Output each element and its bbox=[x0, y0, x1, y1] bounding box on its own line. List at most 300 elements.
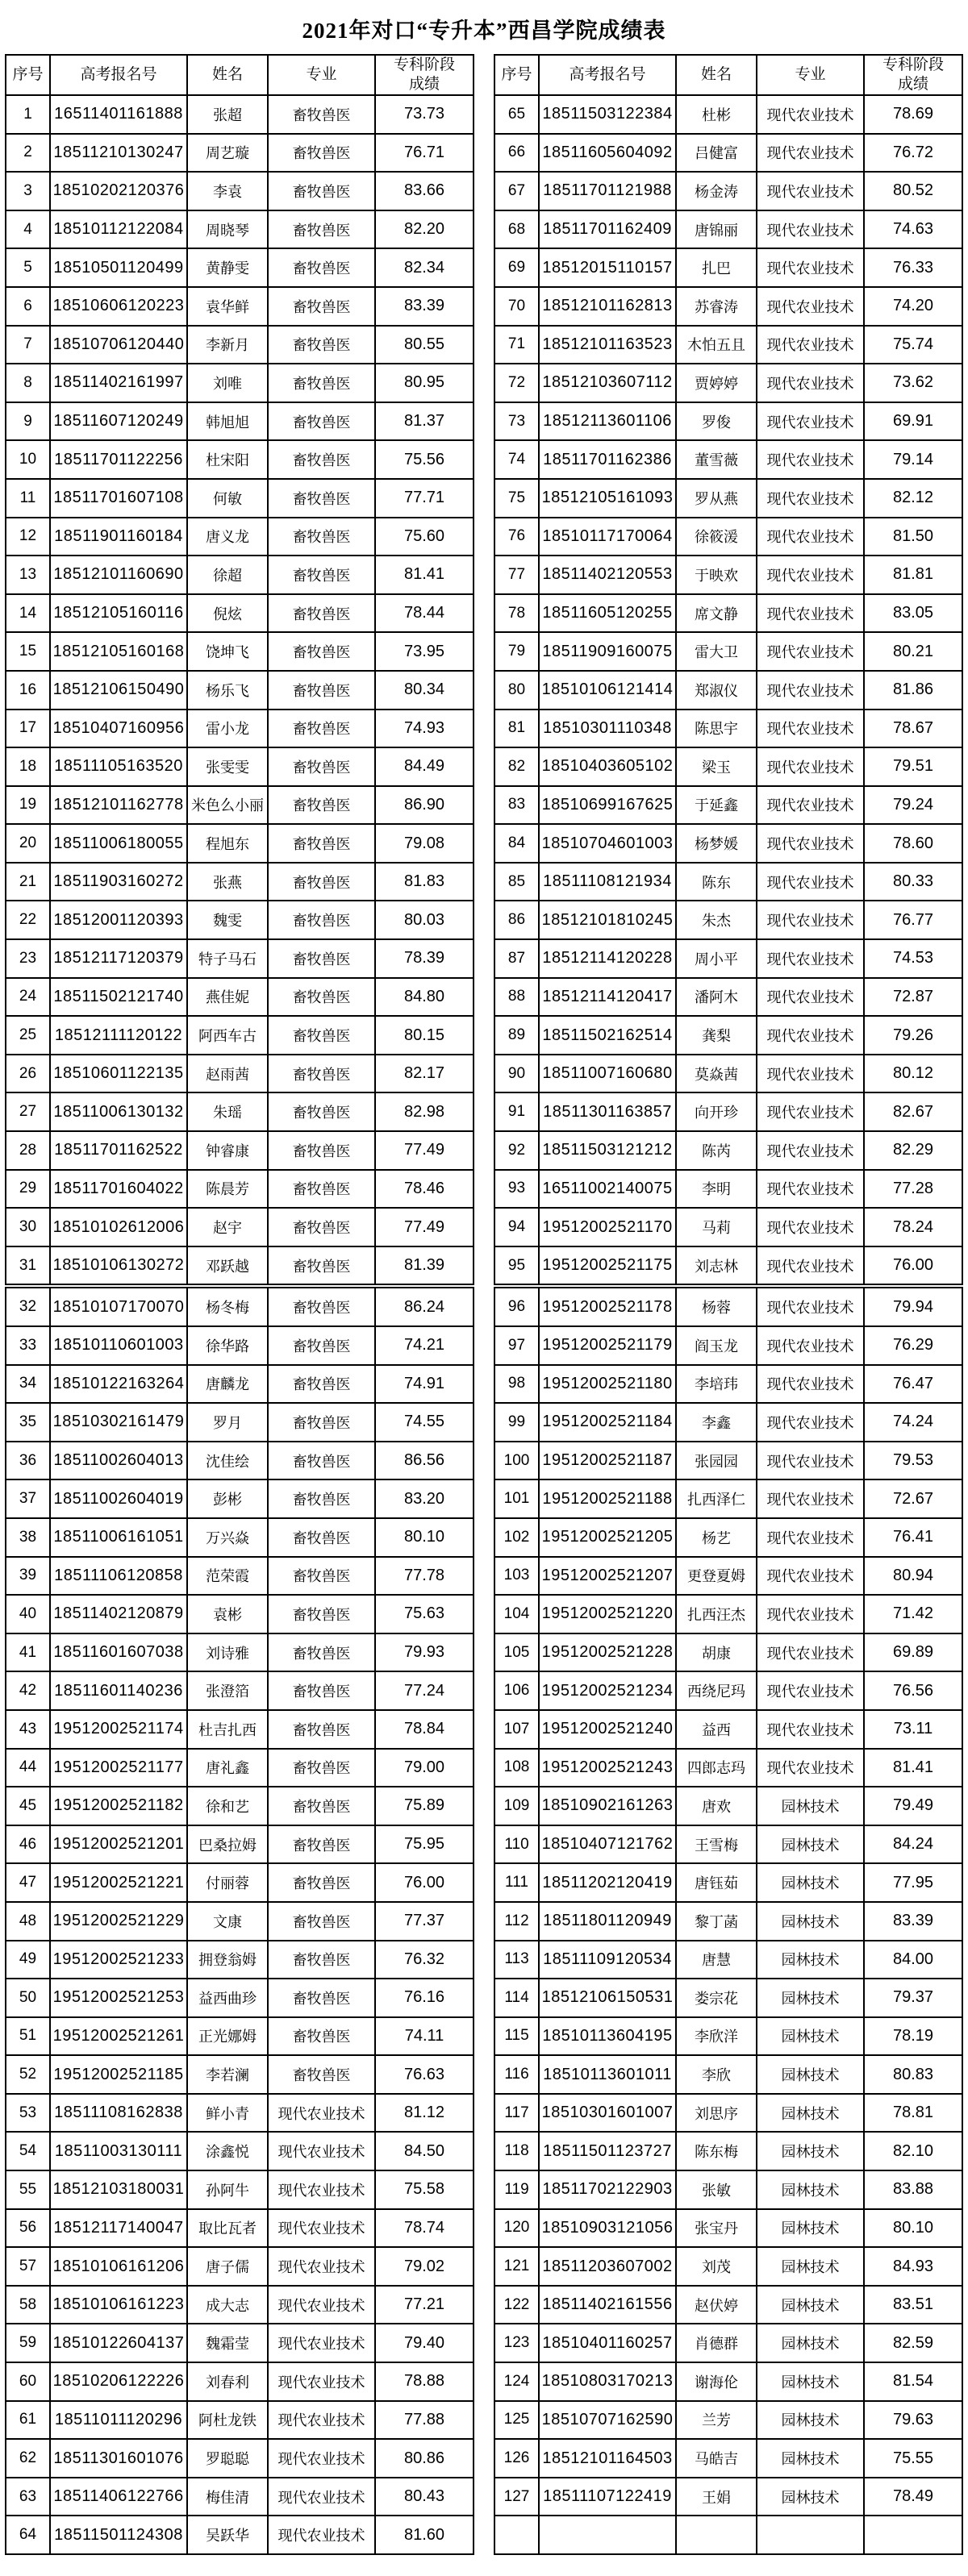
cell-major: 园林技术 bbox=[757, 2017, 864, 2056]
cell-reg-no: 18510302161479 bbox=[50, 1403, 187, 1442]
cell-seq: 85 bbox=[494, 863, 539, 901]
cell-reg-no: 18510107170070 bbox=[50, 1286, 187, 1326]
table-row bbox=[494, 1442, 962, 1480]
cell-seq: 39 bbox=[6, 1557, 50, 1596]
cell-seq: 45 bbox=[6, 1787, 50, 1825]
cell-reg-no: 19512002521221 bbox=[50, 1863, 187, 1902]
cell-major: 现代农业技术 bbox=[757, 824, 864, 863]
cell-reg-no: 18512105160168 bbox=[50, 632, 187, 671]
table-row bbox=[494, 747, 962, 786]
cell-major: 园林技术 bbox=[757, 1902, 864, 1941]
cell-reg-no: 18511501124308 bbox=[50, 2516, 187, 2554]
table-row bbox=[494, 1016, 962, 1055]
cell-major: 畜牧兽医 bbox=[268, 479, 375, 518]
table-row bbox=[494, 939, 962, 978]
cell-seq: 30 bbox=[6, 1208, 50, 1246]
cell-score: 74.53 bbox=[864, 939, 962, 978]
table-row bbox=[6, 1825, 474, 1864]
table-row bbox=[494, 1286, 962, 1326]
table-row bbox=[494, 1595, 962, 1633]
cell-score: 76.00 bbox=[375, 1863, 474, 1902]
cell-major: 现代农业技术 bbox=[757, 1595, 864, 1633]
cell-name: 袁彬 bbox=[187, 1595, 268, 1633]
cell-seq: 14 bbox=[6, 594, 50, 633]
cell-seq: 12 bbox=[6, 518, 50, 556]
cell-score: 78.60 bbox=[864, 824, 962, 863]
cell-seq: 58 bbox=[6, 2286, 50, 2324]
cell-name: 张澄箔 bbox=[187, 1671, 268, 1710]
cell-seq: 31 bbox=[6, 1246, 50, 1287]
cell-name: 陈思宇 bbox=[676, 710, 757, 748]
cell-name: 潘阿木 bbox=[676, 978, 757, 1017]
cell-name: 胡康 bbox=[676, 1633, 757, 1672]
table-row bbox=[494, 1671, 962, 1710]
cell-seq: 104 bbox=[494, 1595, 539, 1633]
cell-seq: 33 bbox=[6, 1326, 50, 1365]
cell-name: 魏雯 bbox=[187, 901, 268, 939]
cell-name: 于映欢 bbox=[676, 556, 757, 594]
cell-name: 娄宗花 bbox=[676, 1979, 757, 2017]
cell-name: 木怕五且 bbox=[676, 326, 757, 364]
cell-reg-no: 18511406122766 bbox=[50, 2478, 187, 2516]
table-row bbox=[6, 1286, 474, 1326]
cell-score: 80.10 bbox=[864, 2209, 962, 2248]
table-row bbox=[6, 747, 474, 786]
cell-major: 畜牧兽医 bbox=[268, 1208, 375, 1246]
cell-seq: 107 bbox=[494, 1710, 539, 1749]
table-row bbox=[6, 2401, 474, 2440]
table-row bbox=[6, 863, 474, 901]
cell-score: 82.10 bbox=[864, 2132, 962, 2170]
cell-major: 畜牧兽医 bbox=[268, 2017, 375, 2056]
cell-name: 梅佳清 bbox=[187, 2478, 268, 2516]
cell-reg-no: 18511011120296 bbox=[50, 2401, 187, 2440]
cell-major: 畜牧兽医 bbox=[268, 747, 375, 786]
cell-score: 83.88 bbox=[864, 2170, 962, 2209]
cell-name: 李明 bbox=[676, 1170, 757, 1209]
cell-major: 现代农业技术 bbox=[757, 1365, 864, 1404]
cell-reg-no: 18511909160075 bbox=[539, 632, 676, 671]
table-row bbox=[6, 1710, 474, 1749]
cell-score: 79.24 bbox=[864, 786, 962, 825]
cell-name: 更登夏姆 bbox=[676, 1557, 757, 1596]
cell-name: 罗月 bbox=[187, 1403, 268, 1442]
cell-seq: 114 bbox=[494, 1979, 539, 2017]
cell-name: 阿西车古 bbox=[187, 1016, 268, 1055]
cell-seq: 6 bbox=[6, 287, 50, 326]
cell-name: 杜吉扎西 bbox=[187, 1710, 268, 1749]
cell-reg-no: 18511701162386 bbox=[539, 440, 676, 479]
cell-score: 83.39 bbox=[864, 1902, 962, 1941]
cell-name: 刘茂 bbox=[676, 2247, 757, 2286]
table-row bbox=[6, 287, 474, 326]
cell-major: 现代农业技术 bbox=[757, 1055, 864, 1093]
cell-reg-no: 18510113601011 bbox=[539, 2055, 676, 2094]
cell-score: 72.87 bbox=[864, 978, 962, 1017]
cell-name: 董雪薇 bbox=[676, 440, 757, 479]
cell-major: 畜牧兽医 bbox=[268, 402, 375, 441]
cell-score: 76.72 bbox=[864, 134, 962, 173]
cell-seq: 81 bbox=[494, 710, 539, 748]
table-row bbox=[494, 1055, 962, 1093]
table-row bbox=[6, 2055, 474, 2094]
cell-seq: 92 bbox=[494, 1131, 539, 1170]
cell-score: 84.24 bbox=[864, 1825, 962, 1864]
cell-name: 莫焱茜 bbox=[676, 1055, 757, 1093]
cell-score: 75.63 bbox=[375, 1595, 474, 1633]
cell-seq: 99 bbox=[494, 1403, 539, 1442]
cell-seq: 59 bbox=[6, 2324, 50, 2362]
cell-score: 83.20 bbox=[375, 1479, 474, 1518]
cell-name: 万兴焱 bbox=[187, 1518, 268, 1557]
table-row bbox=[6, 2247, 474, 2286]
cell-seq: 47 bbox=[6, 1863, 50, 1902]
cell-reg-no: 18511605120255 bbox=[539, 594, 676, 633]
cell-name: 唐锦丽 bbox=[676, 210, 757, 249]
cell-score: 76.29 bbox=[864, 1326, 962, 1365]
empty-cell-seq bbox=[494, 2516, 539, 2554]
cell-seq: 93 bbox=[494, 1170, 539, 1209]
cell-major: 现代农业技术 bbox=[757, 479, 864, 518]
cell-score: 80.94 bbox=[864, 1557, 962, 1596]
cell-reg-no: 18511901160184 bbox=[50, 518, 187, 556]
table-row bbox=[494, 479, 962, 518]
table-row bbox=[494, 710, 962, 748]
cell-seq: 83 bbox=[494, 786, 539, 825]
cell-name: 杨艺 bbox=[676, 1518, 757, 1557]
cell-major: 现代农业技术 bbox=[757, 786, 864, 825]
cell-score: 77.21 bbox=[375, 2286, 474, 2324]
cell-major: 现代农业技术 bbox=[757, 95, 864, 134]
cell-major: 现代农业技术 bbox=[757, 248, 864, 287]
table-row bbox=[494, 786, 962, 825]
cell-name: 刘志林 bbox=[676, 1246, 757, 1287]
cell-seq: 13 bbox=[6, 556, 50, 594]
cell-score: 79.14 bbox=[864, 440, 962, 479]
table-row bbox=[494, 1941, 962, 1979]
cell-seq: 53 bbox=[6, 2094, 50, 2133]
cell-seq: 24 bbox=[6, 978, 50, 1017]
cell-reg-no: 18511203607002 bbox=[539, 2247, 676, 2286]
header-row bbox=[494, 55, 962, 95]
cell-reg-no: 18512101163523 bbox=[539, 326, 676, 364]
cell-major: 畜牧兽医 bbox=[268, 210, 375, 249]
cell-name: 巴桑拉姆 bbox=[187, 1825, 268, 1864]
table-row bbox=[6, 2017, 474, 2056]
tables-container bbox=[0, 54, 968, 2555]
cell-major: 现代农业技术 bbox=[757, 1208, 864, 1246]
cell-major: 现代农业技术 bbox=[757, 901, 864, 939]
table-row bbox=[6, 402, 474, 441]
cell-seq: 5 bbox=[6, 248, 50, 287]
cell-major: 现代农业技术 bbox=[268, 2132, 375, 2170]
cell-major: 园林技术 bbox=[757, 1787, 864, 1825]
table-row bbox=[6, 1365, 474, 1404]
cell-name: 阿杜龙铁 bbox=[187, 2401, 268, 2440]
cell-score: 77.28 bbox=[864, 1170, 962, 1209]
cell-score: 76.41 bbox=[864, 1518, 962, 1557]
cell-score: 78.39 bbox=[375, 939, 474, 978]
cell-score: 74.91 bbox=[375, 1365, 474, 1404]
cell-score: 74.55 bbox=[375, 1403, 474, 1442]
cell-name: 赵宇 bbox=[187, 1208, 268, 1246]
header-major: 专业 bbox=[757, 55, 864, 95]
cell-seq: 2 bbox=[6, 134, 50, 173]
cell-reg-no: 18510803170213 bbox=[539, 2362, 676, 2401]
cell-name: 涂鑫悦 bbox=[187, 2132, 268, 2170]
cell-score: 79.94 bbox=[864, 1286, 962, 1326]
cell-reg-no: 18512101160690 bbox=[50, 556, 187, 594]
table-row bbox=[494, 2401, 962, 2440]
cell-score: 75.89 bbox=[375, 1787, 474, 1825]
header-major: 专业 bbox=[268, 55, 375, 95]
cell-reg-no: 18511108121934 bbox=[539, 863, 676, 901]
cell-major: 畜牧兽医 bbox=[268, 1863, 375, 1902]
cell-score: 75.74 bbox=[864, 326, 962, 364]
cell-name: 倪炫 bbox=[187, 594, 268, 633]
table-row bbox=[494, 1863, 962, 1902]
cell-major: 畜牧兽医 bbox=[268, 1633, 375, 1672]
cell-reg-no: 18511402120879 bbox=[50, 1595, 187, 1633]
cell-score: 74.21 bbox=[375, 1326, 474, 1365]
table-row bbox=[494, 594, 962, 633]
cell-seq: 75 bbox=[494, 479, 539, 518]
cell-major: 现代农业技术 bbox=[757, 1170, 864, 1209]
cell-score: 77.49 bbox=[375, 1208, 474, 1246]
table-row bbox=[6, 2516, 474, 2554]
cell-score: 73.73 bbox=[375, 95, 474, 134]
cell-score: 82.59 bbox=[864, 2324, 962, 2362]
table-row bbox=[6, 1595, 474, 1633]
cell-major: 畜牧兽医 bbox=[268, 287, 375, 326]
cell-reg-no: 18511003130111 bbox=[50, 2132, 187, 2170]
cell-name: 李欣洋 bbox=[676, 2017, 757, 2056]
cell-reg-no: 19512002521240 bbox=[539, 1710, 676, 1749]
cell-seq: 71 bbox=[494, 326, 539, 364]
cell-reg-no: 19512002521205 bbox=[539, 1518, 676, 1557]
cell-seq: 89 bbox=[494, 1016, 539, 1055]
table-row bbox=[6, 2170, 474, 2209]
cell-name: 王雪梅 bbox=[676, 1825, 757, 1864]
cell-score: 79.26 bbox=[864, 1016, 962, 1055]
cell-reg-no: 18510401160257 bbox=[539, 2324, 676, 2362]
cell-major: 现代农业技术 bbox=[757, 632, 864, 671]
table-row bbox=[494, 1246, 962, 1287]
cell-reg-no: 18511301163857 bbox=[539, 1092, 676, 1131]
cell-reg-no: 18511903160272 bbox=[50, 863, 187, 901]
cell-name: 米色么小丽 bbox=[187, 786, 268, 825]
cell-reg-no: 18511502162514 bbox=[539, 1016, 676, 1055]
cell-reg-no: 19512002521261 bbox=[50, 2017, 187, 2056]
table-row bbox=[494, 518, 962, 556]
cell-score: 80.52 bbox=[864, 172, 962, 210]
cell-major: 畜牧兽医 bbox=[268, 1326, 375, 1365]
cell-reg-no: 18512101162778 bbox=[50, 786, 187, 825]
cell-score: 79.93 bbox=[375, 1633, 474, 1672]
table-row bbox=[6, 326, 474, 364]
cell-major: 畜牧兽医 bbox=[268, 556, 375, 594]
score-table-left bbox=[5, 54, 474, 2555]
cell-score: 81.41 bbox=[375, 556, 474, 594]
cell-major: 现代农业技术 bbox=[757, 1016, 864, 1055]
cell-name: 刘唯 bbox=[187, 364, 268, 402]
cell-major: 畜牧兽医 bbox=[268, 671, 375, 710]
cell-reg-no: 18511002604019 bbox=[50, 1479, 187, 1518]
cell-major: 畜牧兽医 bbox=[268, 1825, 375, 1864]
cell-major: 畜牧兽医 bbox=[268, 172, 375, 210]
cell-major: 现代农业技术 bbox=[757, 440, 864, 479]
cell-major: 畜牧兽医 bbox=[268, 518, 375, 556]
table-row bbox=[6, 1016, 474, 1055]
cell-reg-no: 18511701121988 bbox=[539, 172, 676, 210]
cell-seq: 106 bbox=[494, 1671, 539, 1710]
cell-seq: 100 bbox=[494, 1442, 539, 1480]
cell-name: 鲜小青 bbox=[187, 2094, 268, 2133]
cell-seq: 34 bbox=[6, 1365, 50, 1404]
cell-seq: 122 bbox=[494, 2286, 539, 2324]
cell-score: 77.95 bbox=[864, 1863, 962, 1902]
cell-name: 朱瑶 bbox=[187, 1092, 268, 1131]
cell-reg-no: 18511105163520 bbox=[50, 747, 187, 786]
table-row bbox=[494, 2324, 962, 2362]
cell-major: 现代农业技术 bbox=[268, 2439, 375, 2478]
cell-name: 魏霜莹 bbox=[187, 2324, 268, 2362]
cell-name: 唐义龙 bbox=[187, 518, 268, 556]
cell-name: 杨金涛 bbox=[676, 172, 757, 210]
cell-reg-no: 18510202120376 bbox=[50, 172, 187, 210]
cell-name: 赵雨茜 bbox=[187, 1055, 268, 1093]
table-row bbox=[494, 1208, 962, 1246]
cell-name: 张宝丹 bbox=[676, 2209, 757, 2248]
cell-score: 86.24 bbox=[375, 1286, 474, 1326]
cell-seq: 95 bbox=[494, 1246, 539, 1287]
table-row bbox=[6, 1863, 474, 1902]
cell-reg-no: 19512002521201 bbox=[50, 1825, 187, 1864]
cell-seq: 41 bbox=[6, 1633, 50, 1672]
cell-reg-no: 18511605604092 bbox=[539, 134, 676, 173]
table-row bbox=[6, 1092, 474, 1131]
cell-major: 园林技术 bbox=[757, 1863, 864, 1902]
header-reg-no: 高考报名号 bbox=[50, 55, 187, 95]
cell-name: 李袁 bbox=[187, 172, 268, 210]
table-row bbox=[6, 1518, 474, 1557]
cell-seq: 8 bbox=[6, 364, 50, 402]
cell-score: 74.20 bbox=[864, 287, 962, 326]
cell-score: 82.29 bbox=[864, 1131, 962, 1170]
cell-score: 78.67 bbox=[864, 710, 962, 748]
cell-reg-no: 16511401161888 bbox=[50, 95, 187, 134]
cell-major: 畜牧兽医 bbox=[268, 824, 375, 863]
table-row bbox=[494, 172, 962, 210]
cell-seq: 77 bbox=[494, 556, 539, 594]
cell-score: 75.60 bbox=[375, 518, 474, 556]
cell-score: 80.10 bbox=[375, 1518, 474, 1557]
cell-score: 79.51 bbox=[864, 747, 962, 786]
cell-reg-no: 19512002521243 bbox=[539, 1749, 676, 1787]
table-row bbox=[494, 2170, 962, 2209]
cell-reg-no: 18511106120858 bbox=[50, 1557, 187, 1596]
table-body-left bbox=[6, 95, 474, 2554]
cell-score: 83.39 bbox=[375, 287, 474, 326]
cell-score: 76.33 bbox=[864, 248, 962, 287]
cell-seq: 118 bbox=[494, 2132, 539, 2170]
cell-score: 76.16 bbox=[375, 1979, 474, 2017]
cell-major: 现代农业技术 bbox=[757, 1246, 864, 1287]
table-row bbox=[6, 2439, 474, 2478]
cell-seq: 124 bbox=[494, 2362, 539, 2401]
cell-reg-no: 19512002521182 bbox=[50, 1787, 187, 1825]
cell-reg-no: 19512002521170 bbox=[539, 1208, 676, 1246]
cell-name: 陈芮 bbox=[676, 1131, 757, 1170]
cell-reg-no: 18511702122903 bbox=[539, 2170, 676, 2209]
cell-major: 畜牧兽医 bbox=[268, 939, 375, 978]
cell-score: 81.39 bbox=[375, 1246, 474, 1287]
table-row bbox=[6, 1442, 474, 1480]
cell-major: 园林技术 bbox=[757, 2055, 864, 2094]
cell-score: 74.63 bbox=[864, 210, 962, 249]
cell-seq: 1 bbox=[6, 95, 50, 134]
cell-name: 徐筱湲 bbox=[676, 518, 757, 556]
table-row bbox=[6, 939, 474, 978]
score-table-right bbox=[494, 54, 963, 2555]
cell-name: 兰芳 bbox=[676, 2401, 757, 2440]
cell-name: 徐和艺 bbox=[187, 1787, 268, 1825]
cell-reg-no: 18511601140236 bbox=[50, 1671, 187, 1710]
table-header bbox=[6, 55, 474, 95]
table-row bbox=[494, 1326, 962, 1365]
cell-major: 畜牧兽医 bbox=[268, 1092, 375, 1131]
cell-major: 现代农业技术 bbox=[757, 364, 864, 402]
table-row bbox=[6, 1749, 474, 1787]
table-row bbox=[6, 172, 474, 210]
cell-reg-no: 18512114120228 bbox=[539, 939, 676, 978]
cell-score: 80.86 bbox=[375, 2439, 474, 2478]
cell-score: 75.55 bbox=[864, 2439, 962, 2478]
cell-reg-no: 18511601607038 bbox=[50, 1633, 187, 1672]
cell-score: 81.60 bbox=[375, 2516, 474, 2554]
cell-name: 刘思序 bbox=[676, 2094, 757, 2133]
cell-name: 沈佳绘 bbox=[187, 1442, 268, 1480]
cell-name: 文康 bbox=[187, 1902, 268, 1941]
cell-reg-no: 18510106161223 bbox=[50, 2286, 187, 2324]
table-row bbox=[6, 1557, 474, 1596]
cell-seq: 125 bbox=[494, 2401, 539, 2440]
cell-seq: 62 bbox=[6, 2439, 50, 2478]
cell-major: 现代农业技术 bbox=[268, 2170, 375, 2209]
table-row bbox=[6, 1131, 474, 1170]
cell-reg-no: 18510301601007 bbox=[539, 2094, 676, 2133]
table-row bbox=[6, 2094, 474, 2133]
table-row bbox=[494, 2094, 962, 2133]
cell-score: 78.88 bbox=[375, 2362, 474, 2401]
cell-seq: 121 bbox=[494, 2247, 539, 2286]
cell-reg-no: 18511402120553 bbox=[539, 556, 676, 594]
cell-reg-no: 18510112122084 bbox=[50, 210, 187, 249]
cell-reg-no: 19512002521177 bbox=[50, 1749, 187, 1787]
cell-seq: 55 bbox=[6, 2170, 50, 2209]
cell-major: 园林技术 bbox=[757, 2094, 864, 2133]
cell-name: 席文静 bbox=[676, 594, 757, 633]
table-header bbox=[494, 55, 962, 95]
cell-seq: 80 bbox=[494, 671, 539, 710]
cell-seq: 18 bbox=[6, 747, 50, 786]
table-row bbox=[494, 1557, 962, 1596]
cell-reg-no: 18512101164503 bbox=[539, 2439, 676, 2478]
table-row bbox=[6, 518, 474, 556]
cell-name: 郑淑仪 bbox=[676, 671, 757, 710]
cell-major: 园林技术 bbox=[757, 2247, 864, 2286]
cell-seq: 78 bbox=[494, 594, 539, 633]
